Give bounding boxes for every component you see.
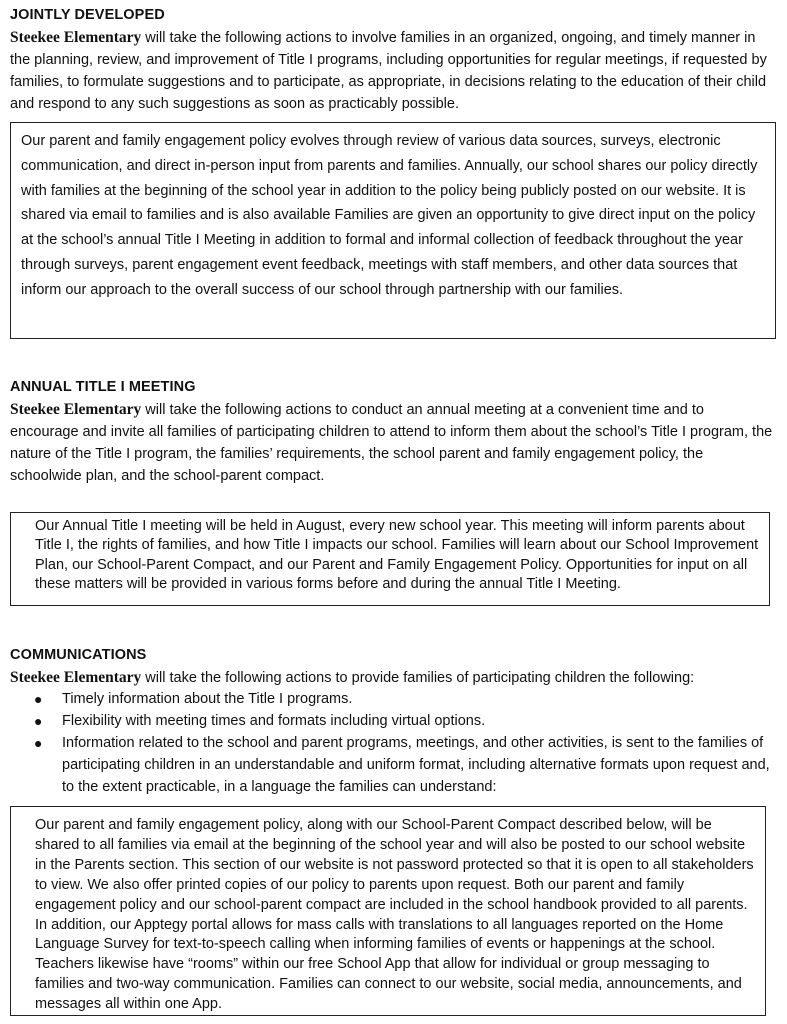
school-name: Steekee Elementary [10,669,142,686]
list-item [10,710,775,732]
section-intro-jointly-developed [10,27,775,115]
bullet-text: Flexibility with meeting times and formats including virtual options. [62,713,486,729]
section-intro-annual-title-i-meeting [10,399,775,487]
communications-bullet-list [10,688,775,798]
section-heading-annual-title-i-meeting: ANNUAL TITLE I MEETING [10,379,196,395]
bullet-icon: ● [34,691,43,707]
box-text: Our Annual Title I meeting will be held in August, every new school year. This meeting will inform parents about Title I, the rights of families, and how Title I impacts our school. Families will learn about our School Improvement Plan, our School-Parent Compact, and our Parent and Family Engagement Policy. Opportunities for input on all these matters will be provided in various forms before and during the annual Title I Meeting. [35,518,759,593]
bullet-icon: ● [34,735,43,751]
box-text: Our parent and family engagement policy evolves through review of various data sources, surveys, electronic communication, and direct in-person input from parents and families. Annually, our school shares our policy directly with families at the beginning of the school year in addition to the policy being publicly posted on our website. It is shared via email to families and is also available Families are given an opportunity to give direct input on the policy at the school’s annual Title I Meeting in addition to formal and informal collection of feedback throughout the year through surveys, parent engagement event feedback, meetings with staff members, and other data sources that inform our approach to the overall success of our school through partnership with our families. [21,133,758,298]
list-item [10,732,775,798]
bullet-icon: ● [34,713,43,729]
policy-box-annual-title-i-meeting [10,512,770,606]
bullet-text: Information related to the school and parent programs, meetings, and other activities, is sent to the families of participating children in an understandable and uniform format, including alternative formats upon request and, to the extent practicable, in a language the families can understand: [62,735,770,795]
section-heading-jointly-developed: JOINTLY DEVELOPED [10,7,165,23]
box-text: Our parent and family engagement policy, along with our School-Parent Compact described below, will be shared to all families via email at the beginning of the school year and will also be posted to our school website in the Parents section. This section of our website is not password protected so that it is open to all stakeholders to view. We also offer printed copies of our policy to parents upon request. Both our parent and family engagement policy and our school-parent compact are included in the school handbook provided to all parents. In addition, our Apptegy portal allows for mass calls with translations to all languages reported on the Home Language Survey for text-to-speech calling when informing families of events or happenings at the school. Teachers likewise have “rooms” within our free School App that allow for individual or group messaging to families and two-way communication. Families can connect to our website, social media, announcements, and messages all within one App. [35,817,754,1013]
section-intro-communications [10,667,775,689]
policy-box-jointly-developed [10,122,776,339]
intro-text: will take the following actions to provide families of participating children the following: [141,670,695,686]
school-name: Steekee Elementary [10,29,142,46]
intro-text: will take the following actions to conduct an annual meeting at a convenient time and to encourage and invite all families of participating children to attend to inform them about the school’s Title I program, the nature of the Title I program, the families’ requirements, the school parent and family engagement policy, the schoolwide plan, and the school-parent compact. [10,402,773,484]
bullet-text: Timely information about the Title I programs. [62,691,353,707]
intro-text: will take the following actions to involve families in an organized, ongoing, and timely manner in the planning, review, and improvement of Title I programs, including opportunities for regular meetings, if requested by families, to formulate suggestions and to participate, as appropriate, in decisions relating to the education of their child and respond to any such suggestions as soon as practicably possible. [10,30,767,112]
section-heading-communications: COMMUNICATIONS [10,647,147,663]
list-item [10,688,775,710]
policy-box-communications [10,806,766,1016]
school-name: Steekee Elementary [10,401,142,418]
